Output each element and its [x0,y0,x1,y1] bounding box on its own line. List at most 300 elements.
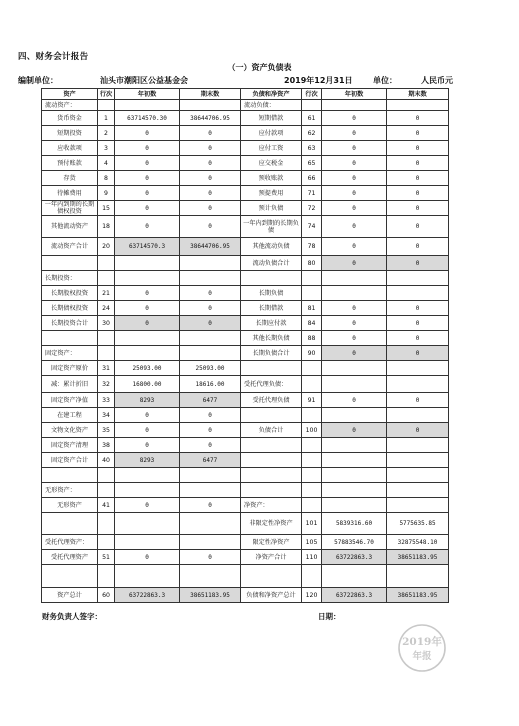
table-cell: 3 [98,141,115,156]
table-cell [115,100,180,111]
table-cell [180,535,241,550]
table-cell: 63722863.3 [115,588,180,603]
table-cell: 0 [115,156,180,171]
table-cell [322,361,387,376]
table-cell: 0 [180,301,241,316]
table-cell [322,438,387,453]
table-cell: 0 [180,126,241,141]
table-cell: 无形资产： [42,483,98,498]
table-cell: 60 [98,588,115,603]
table-cell: 41 [98,498,115,513]
table-cell: 长期债权投资 [42,301,98,316]
table-cell: 减：累计折旧 [42,376,98,393]
table-cell: 固定资产： [42,346,98,361]
table-cell: 0 [322,346,387,361]
table-cell: 长期借款 [241,301,302,316]
table-cell [302,468,322,483]
table-cell: 其他流动资产 [42,216,98,238]
table-cell: 0 [180,156,241,171]
table-cell: 0 [387,316,449,331]
table-cell: 25093.00 [180,361,241,376]
table-cell: 0 [387,126,449,141]
section-title: 四、财务会计报告 [18,52,89,62]
table-cell: 0 [322,316,387,331]
table-cell: 0 [180,171,241,186]
table-cell: 0 [115,408,180,423]
table-cell [115,565,180,588]
table-cell: 流动资产合计 [42,238,98,256]
table-cell: 限定性净资产 [241,535,302,550]
table-cell: 在建工程 [42,408,98,423]
table-cell [322,271,387,286]
table-cell: 流动负债合计 [241,256,302,271]
table-cell: 72 [302,201,322,216]
table-cell: 65 [302,156,322,171]
table-cell: 长期应付款 [241,316,302,331]
table-cell [241,453,302,468]
table-cell: 应收款项 [42,141,98,156]
table-cell [322,286,387,301]
table-cell: 预提费用 [241,186,302,201]
table-row [42,438,449,453]
table-cell: 0 [322,201,387,216]
table-cell [98,271,115,286]
table-cell [387,100,449,111]
table-cell: 1 [98,111,115,126]
table-row [42,498,449,513]
table-cell: 0 [322,301,387,316]
table-row [42,286,449,301]
table-cell [42,331,98,346]
table-cell: 0 [115,550,180,565]
table-cell: 流动负债： [241,100,302,111]
table-cell: 受托代理资产： [42,535,98,550]
table-cell: 40 [98,453,115,468]
table-cell [322,408,387,423]
table-cell: 净资产合计 [241,550,302,565]
table-cell: 105 [302,535,322,550]
table-cell: 8293 [115,393,180,408]
table-cell [302,438,322,453]
table-cell: 0 [180,498,241,513]
table-cell: 存货 [42,171,98,186]
table-row [42,513,449,535]
table-cell [98,483,115,498]
table-cell [302,498,322,513]
table-cell: 100 [302,423,322,438]
table-row [42,550,449,565]
table-cell [180,256,241,271]
table-cell [302,271,322,286]
table-row [42,126,449,141]
table-cell: 0 [115,141,180,156]
table-cell: 0 [387,171,449,186]
table-cell: 34 [98,408,115,423]
table-row [42,565,449,588]
table-cell [98,256,115,271]
table-cell: 2 [98,126,115,141]
table-cell: 其他长期负债 [241,331,302,346]
table-cell: 预收账款 [241,171,302,186]
table-cell: 0 [115,438,180,453]
table-cell: 0 [387,156,449,171]
table-row [42,156,449,171]
table-cell: 0 [180,186,241,201]
signature-label: 财务负责人签字： [42,612,102,621]
table-cell [98,468,115,483]
table-cell: 长期投资： [42,271,98,286]
table-cell: 0 [322,256,387,271]
table-cell [180,468,241,483]
table-cell: 57883546.70 [322,535,387,550]
table-row [42,453,449,468]
table-row [42,238,449,256]
table-cell [98,513,115,535]
table-cell: 0 [322,111,387,126]
table-cell: 0 [115,498,180,513]
table-cell: 63 [302,141,322,156]
report-date: 2019年12月31日 [284,76,353,85]
table-cell: 0 [180,423,241,438]
table-cell [241,483,302,498]
table-cell: 应付工资 [241,141,302,156]
table-cell: 21 [98,286,115,301]
table-cell: 货币资金 [42,111,98,126]
table-cell [241,468,302,483]
table-cell: 38644706.95 [180,111,241,126]
table-cell: 63714570.3 [115,238,180,256]
table-row [42,316,449,331]
table-cell [180,346,241,361]
table-cell: 0 [115,201,180,216]
table-cell: 38651183.95 [387,550,449,565]
table-cell: 长期投资合计 [42,316,98,331]
table-cell [387,453,449,468]
balance-sheet-table [41,88,449,603]
table-header-row [42,89,449,100]
table-cell: 24 [98,301,115,316]
table-cell [180,565,241,588]
table-cell: 101 [302,513,322,535]
table-cell: 0 [180,201,241,216]
table-cell [241,408,302,423]
table-row [42,301,449,316]
table-cell [387,565,449,588]
table-row [42,186,449,201]
table-row [42,423,449,438]
table-cell [302,100,322,111]
table-row [42,393,449,408]
table-cell: 33 [98,393,115,408]
table-cell: 预付账款 [42,156,98,171]
table-cell: 71 [302,186,322,201]
table-cell: 受托代理资产 [42,550,98,565]
table-cell: 81 [302,301,322,316]
table-cell [387,438,449,453]
table-cell [322,483,387,498]
table-cell: 66 [302,171,322,186]
table-cell: 一年内到期的长期负债 [241,216,302,238]
table-row [42,483,449,498]
table-cell: 0 [115,216,180,238]
table-cell: 63722863.3 [322,588,387,603]
unit-label: 单位： [373,76,397,85]
table-cell: 长期负债合计 [241,346,302,361]
table-cell [322,565,387,588]
table-row [42,100,449,111]
table-cell: 78 [302,238,322,256]
svg-text:2019年: 2019年 [402,636,442,648]
table-cell: 38651183.95 [387,588,449,603]
table-row [42,361,449,376]
table-cell: 0 [387,186,449,201]
table-cell [98,565,115,588]
table-cell [180,100,241,111]
table-cell: 38644706.95 [180,238,241,256]
org-name: 汕头市潮阳区公益基金会 [100,76,188,85]
table-cell: 4 [98,156,115,171]
table-cell: 净资产： [241,498,302,513]
table-cell [115,535,180,550]
table-cell: 63722863.3 [322,550,387,565]
table-cell [42,513,98,535]
table-cell [322,376,387,393]
table-cell: 固定资产净值 [42,393,98,408]
table-cell: 0 [387,216,449,238]
table-cell: 0 [115,316,180,331]
table-cell: 0 [180,316,241,331]
table-cell: 8293 [115,453,180,468]
table-cell: 0 [322,331,387,346]
table-cell: 84 [302,316,322,331]
table-cell: 长期负债 [241,286,302,301]
table-row [42,408,449,423]
table-cell: 0 [180,216,241,238]
table-row [42,331,449,346]
table-cell [302,376,322,393]
table-cell [115,513,180,535]
table-cell: 0 [322,156,387,171]
table-cell: 32 [98,376,115,393]
table-cell: 0 [322,186,387,201]
table-cell [322,498,387,513]
table-cell: 9 [98,186,115,201]
table-cell: 0 [387,111,449,126]
table-cell: 74 [302,216,322,238]
table-cell: 0 [115,126,180,141]
table-cell [241,438,302,453]
table-cell: 18 [98,216,115,238]
table-cell [387,468,449,483]
table-cell: 预计负债 [241,201,302,216]
table-cell: 0 [115,301,180,316]
table-cell [387,271,449,286]
table-row [42,141,449,156]
table-cell [387,498,449,513]
table-cell: 0 [115,171,180,186]
table-cell [98,346,115,361]
table-cell: 固定资产原价 [42,361,98,376]
table-cell: 62 [302,126,322,141]
table-row [42,111,449,126]
table-cell [387,483,449,498]
table-cell: 38651183.95 [180,588,241,603]
annual-report-stamp [397,623,447,673]
table-cell [387,408,449,423]
table-row [42,535,449,550]
table-cell: 0 [387,256,449,271]
table-row [42,588,449,603]
table-cell: 0 [387,346,449,361]
table-cell: 6477 [180,393,241,408]
table-cell: 15 [98,201,115,216]
table-cell: 32875548.10 [387,535,449,550]
column-header: 行次 [98,89,115,100]
table-row [42,216,449,238]
table-cell: 0 [180,286,241,301]
table-cell [302,565,322,588]
table-row [42,201,449,216]
table-cell: 80 [302,256,322,271]
table-row [42,171,449,186]
table-cell [322,453,387,468]
sign-date-label: 日期： [318,612,341,621]
table-cell [98,331,115,346]
table-cell [115,256,180,271]
table-cell: 待摊费用 [42,186,98,201]
table-cell: 0 [387,331,449,346]
table-cell: 资产总计 [42,588,98,603]
table-cell: 负债和净资产总计 [241,588,302,603]
table-cell: 120 [302,588,322,603]
table-row [42,256,449,271]
table-cell: 一年内到期的长期债权投资 [42,201,98,216]
table-cell: 短期投资 [42,126,98,141]
table-cell: 0 [180,141,241,156]
table-cell: 0 [322,126,387,141]
table-cell: 30 [98,316,115,331]
table-cell: 0 [180,550,241,565]
table-cell: 91 [302,393,322,408]
table-cell [42,565,98,588]
table-cell: 88 [302,331,322,346]
column-header: 负债和净资产 [241,89,302,100]
table-cell [302,408,322,423]
table-cell: 8 [98,171,115,186]
table-cell: 0 [387,423,449,438]
column-header: 年初数 [322,89,387,100]
table-cell [322,468,387,483]
table-cell: 非限定性净资产 [241,513,302,535]
table-cell [322,100,387,111]
table-cell: 受托代理负债 [241,393,302,408]
table-cell: 0 [180,438,241,453]
table-cell: 25093.00 [115,361,180,376]
table-cell [115,483,180,498]
table-cell [302,453,322,468]
table-cell: 固定资产合计 [42,453,98,468]
table-cell [180,513,241,535]
table-cell: 0 [387,393,449,408]
table-cell: 5839316.60 [322,513,387,535]
table-cell: 35 [98,423,115,438]
column-header: 资产 [42,89,98,100]
table-cell: 文物文化资产 [42,423,98,438]
column-header: 行次 [302,89,322,100]
table-cell [180,271,241,286]
column-header: 期末数 [387,89,449,100]
table-cell: 5775635.85 [387,513,449,535]
table-cell: 38 [98,438,115,453]
table-cell: 61 [302,111,322,126]
table-cell: 0 [387,141,449,156]
table-cell [180,331,241,346]
table-cell: 0 [387,238,449,256]
table-cell: 0 [322,141,387,156]
table-row [42,346,449,361]
table-title: （一）资产负债表 [227,63,292,72]
table-row [42,468,449,483]
table-cell: 负债合计 [241,423,302,438]
table-cell: 长期股权投资 [42,286,98,301]
table-cell [98,100,115,111]
table-cell [180,483,241,498]
table-cell: 应付款项 [241,126,302,141]
table-cell: 0 [115,423,180,438]
table-cell: 0 [322,216,387,238]
table-cell: 20 [98,238,115,256]
column-header: 期末数 [180,89,241,100]
table-cell: 0 [180,408,241,423]
table-cell: 0 [322,238,387,256]
table-cell: 无形资产 [42,498,98,513]
table-cell: 短期借款 [241,111,302,126]
table-cell: 0 [115,186,180,201]
table-cell [387,286,449,301]
table-cell: 受托代理负债： [241,376,302,393]
table-cell: 应交税金 [241,156,302,171]
table-cell [241,271,302,286]
table-cell [42,256,98,271]
table-cell [98,535,115,550]
unit-value: 人民币元 [421,76,453,85]
table-cell: 0 [387,201,449,216]
table-cell [115,346,180,361]
table-cell: 51 [98,550,115,565]
table-cell [241,361,302,376]
table-cell [42,468,98,483]
table-cell [302,483,322,498]
table-cell [241,565,302,588]
org-label: 编制单位： [18,76,58,85]
table-cell: 固定资产清理 [42,438,98,453]
table-cell: 流动资产： [42,100,98,111]
table-cell: 0 [115,286,180,301]
svg-text:年报: 年报 [412,651,432,662]
table-cell: 90 [302,346,322,361]
column-header: 年初数 [115,89,180,100]
table-cell: 31 [98,361,115,376]
table-cell: 0 [322,423,387,438]
table-cell [115,468,180,483]
table-row [42,271,449,286]
table-cell [387,361,449,376]
table-cell [115,331,180,346]
table-cell: 6477 [180,453,241,468]
table-cell: 16800.00 [115,376,180,393]
table-cell [302,361,322,376]
table-cell: 其他流动负债 [241,238,302,256]
